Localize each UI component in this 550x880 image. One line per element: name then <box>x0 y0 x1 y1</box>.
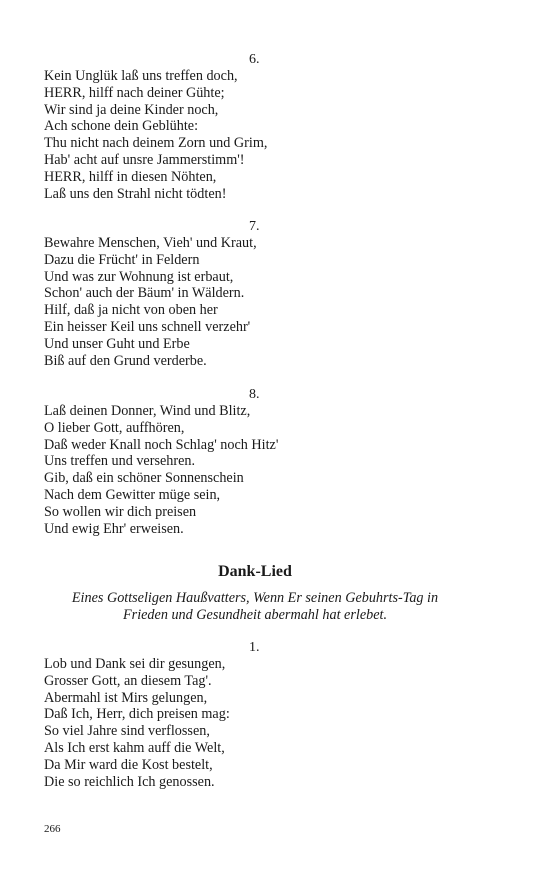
verse-line: Ein heisser Keil uns schnell verzehr' <box>44 318 251 335</box>
stanza-number: 1. <box>249 640 260 655</box>
verse-line: Gib, daß ein schöner Sonnenschein <box>44 470 244 487</box>
stanza-lines <box>44 403 278 537</box>
verse-line: Hab' acht auf unsre Jammerstimm'! <box>44 151 245 168</box>
verse-line: Uns treffen und versehren. <box>44 453 196 470</box>
verse-line: So viel Jahre sind verflossen, <box>44 723 210 740</box>
section-title: Dank-Lied <box>218 563 292 580</box>
verse-line: Bewahre Menschen, Vieh' und Kraut, <box>44 235 257 251</box>
verse-line: Und was zur Wohnung ist erbaut, <box>44 268 234 285</box>
stanza-lines <box>44 656 230 790</box>
verse-line: Da Mir ward die Kost bestelt, <box>44 756 213 773</box>
stanza-number: 6. <box>249 52 260 67</box>
verse-line: Daß weder Knall noch Schlag' noch Hitz' <box>44 436 279 453</box>
verse-line: Wir sind ja deine Kinder noch, <box>44 101 219 118</box>
verse-line: O lieber Gott, auffhören, <box>44 419 185 436</box>
verse-line: Die so reichlich Ich genossen. <box>44 773 215 790</box>
verse-line: Abermahl ist Mirs gelungen, <box>44 689 208 706</box>
verse-line: HERR, hilff nach deiner Gühte; <box>44 84 225 101</box>
verse-line: Laß uns den Strahl nicht tödten! <box>44 185 227 202</box>
section-subtitle-line-2: Frieden und Gesundheit abermahl hat erlebet. <box>123 607 387 623</box>
verse-line: Lob und Dank sei dir gesungen, <box>44 656 226 672</box>
stanza-lines <box>44 235 257 369</box>
verse-line: Schon' auch der Bäum' in Wäldern. <box>44 285 245 302</box>
verse-line: Ach schone dein Geblühte: <box>44 118 199 135</box>
verse-line: Laß deinen Donner, Wind und Blitz, <box>44 403 251 419</box>
stanza-lines <box>44 68 267 202</box>
verse-line: Und unser Guht und Erbe <box>44 335 190 352</box>
verse-line: Und ewig Ehr' erweisen. <box>44 520 184 537</box>
section-subtitle-line-1: Eines Gottseligen Haußvatters, Wenn Er seinen Gebuhrts-Tag in <box>71 590 439 606</box>
verse-line: So wollen wir dich preisen <box>44 503 197 520</box>
verse-line: Biß auf den Grund verderbe. <box>44 352 207 369</box>
verse-line: HERR, hilff in diesen Nöhten, <box>44 168 217 185</box>
verse-line: Dazu die Frücht' in Feldern <box>44 251 200 268</box>
verse-line: Grosser Gott, an diesem Tag'. <box>44 672 212 689</box>
verse-line: Nach dem Gewitter müge sein, <box>44 486 221 503</box>
stanza-number: 8. <box>249 387 260 402</box>
verse-line: Kein Unglük laß uns treffen doch, <box>44 68 238 84</box>
stanza-number: 7. <box>249 219 260 234</box>
page-number: 266 <box>44 823 61 835</box>
verse-line: Thu nicht nach deinem Zorn und Grim, <box>44 135 268 152</box>
verse-line: Hilf, daß ja nicht von oben her <box>44 302 218 319</box>
verse-line: Als Ich erst kahm auff die Welt, <box>44 739 225 756</box>
verse-line: Daß Ich, Herr, dich preisen mag: <box>44 706 230 723</box>
